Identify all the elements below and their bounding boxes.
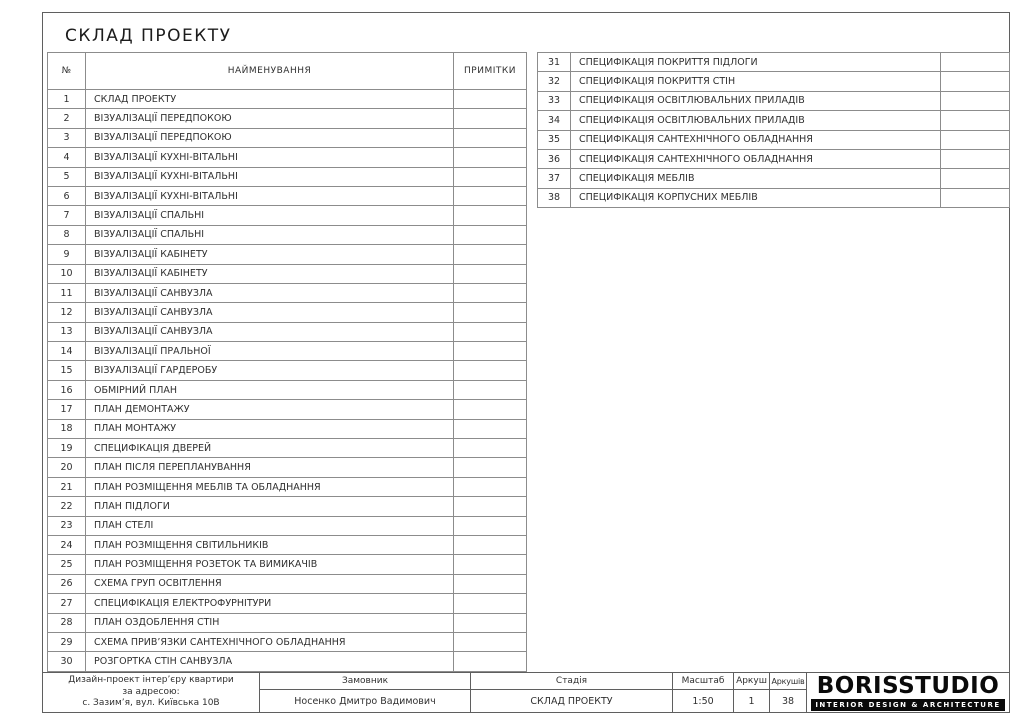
row-number: 15	[48, 361, 86, 380]
row-name: ВІЗУАЛІЗАЦІЇ ГАРДЕРОБУ	[86, 361, 454, 380]
row-name: СПЕЦИФІКАЦІЯ ПОКРИТТЯ СТІН	[571, 72, 941, 91]
table-row	[48, 477, 527, 496]
field-sheet-number-label: Аркуш	[734, 673, 769, 690]
row-notes	[454, 458, 527, 477]
row-notes	[454, 361, 527, 380]
table-row	[538, 149, 1010, 168]
table-row	[48, 497, 527, 516]
table-row	[48, 90, 527, 109]
row-number: 35	[538, 130, 571, 149]
field-client-label: Замовник	[260, 673, 470, 690]
project-description-line: за адресою:	[122, 686, 180, 697]
table-row	[48, 380, 527, 399]
row-notes	[454, 400, 527, 419]
table-row	[48, 594, 527, 613]
row-number: 33	[538, 91, 571, 110]
table-row	[538, 130, 1010, 149]
table-row	[48, 439, 527, 458]
row-number: 26	[48, 574, 86, 593]
table-row	[538, 111, 1010, 130]
field-client	[259, 673, 470, 712]
row-name: ВІЗУАЛІЗАЦІЇ КУХНІ-ВІТАЛЬНІ	[86, 167, 454, 186]
row-notes	[454, 322, 527, 341]
sheet-frame	[42, 12, 1010, 713]
row-number: 5	[48, 167, 86, 186]
row-number: 28	[48, 613, 86, 632]
row-name: ПЛАН ПІДЛОГИ	[86, 497, 454, 516]
row-notes	[454, 90, 527, 109]
row-name: ВІЗУАЛІЗАЦІЇ САНВУЗЛА	[86, 283, 454, 302]
row-notes	[454, 186, 527, 205]
row-notes	[941, 53, 1010, 72]
table-row	[48, 400, 527, 419]
table-row	[48, 206, 527, 225]
row-number: 17	[48, 400, 86, 419]
row-notes	[454, 283, 527, 302]
row-number: 14	[48, 342, 86, 361]
row-notes	[454, 613, 527, 632]
field-stage	[470, 673, 672, 712]
row-name: ВІЗУАЛІЗАЦІЇ КУХНІ-ВІТАЛЬНІ	[86, 186, 454, 205]
row-name: ПЛАН ПІСЛЯ ПЕРЕПЛАНУВАННЯ	[86, 458, 454, 477]
row-notes	[941, 111, 1010, 130]
row-notes	[941, 91, 1010, 110]
table-row	[538, 91, 1010, 110]
column-header-notes: ПРИМІТКИ	[454, 53, 527, 90]
row-number: 19	[48, 439, 86, 458]
row-notes	[454, 574, 527, 593]
row-number: 1	[48, 90, 86, 109]
table-row	[538, 169, 1010, 188]
row-notes	[454, 477, 527, 496]
row-name: ВІЗУАЛІЗАЦІЇ КАБІНЕТУ	[86, 264, 454, 283]
row-notes	[454, 632, 527, 651]
table-row	[48, 632, 527, 651]
row-notes	[454, 555, 527, 574]
row-name: ВІЗУАЛІЗАЦІЇ ПЕРЕДПОКОЮ	[86, 109, 454, 128]
row-name: ПЛАН ДЕМОНТАЖУ	[86, 400, 454, 419]
row-notes	[454, 128, 527, 147]
row-name: ВІЗУАЛІЗАЦІЇ СПАЛЬНІ	[86, 206, 454, 225]
row-name: ВІЗУАЛІЗАЦІЇ СПАЛЬНІ	[86, 225, 454, 244]
field-sheet-number	[733, 673, 769, 712]
row-number: 2	[48, 109, 86, 128]
row-number: 24	[48, 535, 86, 554]
row-number: 22	[48, 497, 86, 516]
row-notes	[454, 167, 527, 186]
row-name: ВІЗУАЛІЗАЦІЇ ПРАЛЬНОЇ	[86, 342, 454, 361]
table-row	[48, 419, 527, 438]
row-notes	[454, 225, 527, 244]
row-name: СПЕЦИФІКАЦІЯ ОСВІТЛЮВАЛЬНИХ ПРИЛАДІВ	[571, 111, 941, 130]
row-number: 32	[538, 72, 571, 91]
table-row	[48, 535, 527, 554]
row-number: 30	[48, 652, 86, 671]
row-name: СПЕЦИФІКАЦІЯ ПОКРИТТЯ ПІДЛОГИ	[571, 53, 941, 72]
row-notes	[941, 188, 1010, 207]
row-name: ВІЗУАЛІЗАЦІЇ ПЕРЕДПОКОЮ	[86, 128, 454, 147]
row-number: 11	[48, 283, 86, 302]
row-notes	[454, 342, 527, 361]
table-row	[48, 148, 527, 167]
row-name: ПЛАН РОЗМІЩЕННЯ МЕБЛІВ ТА ОБЛАДНАННЯ	[86, 477, 454, 496]
row-name: СХЕМА ПРИВ’ЯЗКИ САНТЕХНІЧНОГО ОБЛАДНАННЯ	[86, 632, 454, 651]
row-name: ПЛАН ОЗДОБЛЕННЯ СТІН	[86, 613, 454, 632]
field-client-value: Носенко Дмитро Вадимович	[294, 695, 436, 707]
row-notes	[454, 303, 527, 322]
row-number: 27	[48, 594, 86, 613]
row-number: 13	[48, 322, 86, 341]
row-notes	[941, 72, 1010, 91]
table-row	[48, 458, 527, 477]
project-description-line: Дизайн-проект інтер’єру квартири	[68, 674, 234, 685]
row-notes	[454, 497, 527, 516]
project-description-line: с. Зазим’я, вул. Київська 10В	[82, 698, 220, 709]
column-header-number: №	[48, 53, 86, 90]
row-number: 29	[48, 632, 86, 651]
row-number: 31	[538, 53, 571, 72]
table-row	[48, 109, 527, 128]
table-header-row	[48, 53, 527, 90]
row-name: СПЕЦИФІКАЦІЯ ДВЕРЕЙ	[86, 439, 454, 458]
table-row	[538, 188, 1010, 207]
table-row	[48, 652, 527, 671]
row-name: СПЕЦИФІКАЦІЯ САНТЕХНІЧНОГО ОБЛАДНАННЯ	[571, 149, 941, 168]
logo-tagline: INTERIOR DESIGN & ARCHITECTURE	[811, 699, 1005, 711]
table-row	[48, 283, 527, 302]
field-sheet-count-label: Аркушів	[770, 673, 806, 690]
table-row	[48, 613, 527, 632]
row-name: СПЕЦИФІКАЦІЯ МЕБЛІВ	[571, 169, 941, 188]
row-number: 7	[48, 206, 86, 225]
row-number: 10	[48, 264, 86, 283]
row-number: 36	[538, 149, 571, 168]
field-stage-label: Стадія	[471, 673, 672, 690]
row-notes	[454, 206, 527, 225]
table-row	[48, 245, 527, 264]
row-number: 16	[48, 380, 86, 399]
table-row	[48, 225, 527, 244]
contents-table-right	[537, 52, 1010, 208]
row-name: ВІЗУАЛІЗАЦІЇ КУХНІ-ВІТАЛЬНІ	[86, 148, 454, 167]
row-name: СПЕЦИФІКАЦІЯ КОРПУСНИХ МЕБЛІВ	[571, 188, 941, 207]
table-row	[48, 264, 527, 283]
table-row	[48, 303, 527, 322]
row-number: 12	[48, 303, 86, 322]
row-number: 4	[48, 148, 86, 167]
row-number: 25	[48, 555, 86, 574]
row-notes	[454, 148, 527, 167]
row-name: РОЗГОРТКА СТІН САНВУЗЛА	[86, 652, 454, 671]
table-row	[48, 128, 527, 147]
row-notes	[941, 169, 1010, 188]
field-sheet-count-value: 38	[781, 695, 795, 707]
row-name: СПЕЦИФІКАЦІЯ ЕЛЕКТРОФУРНІТУРИ	[86, 594, 454, 613]
page-title: СКЛАД ПРОЕКТУ	[65, 26, 232, 46]
row-number: 3	[48, 128, 86, 147]
row-notes	[454, 516, 527, 535]
table-row	[538, 72, 1010, 91]
row-notes	[454, 109, 527, 128]
row-number: 34	[538, 111, 571, 130]
row-notes	[454, 380, 527, 399]
row-name: СПЕЦИФІКАЦІЯ ОСВІТЛЮВАЛЬНИХ ПРИЛАДІВ	[571, 91, 941, 110]
table-row	[48, 361, 527, 380]
table-row	[48, 186, 527, 205]
field-scale	[672, 673, 733, 712]
column-header-name: НАЙМЕНУВАННЯ	[86, 53, 454, 90]
row-number: 18	[48, 419, 86, 438]
row-notes	[454, 419, 527, 438]
row-name: ОБМІРНИЙ ПЛАН	[86, 380, 454, 399]
row-notes	[941, 149, 1010, 168]
field-scale-label: Масштаб	[673, 673, 733, 690]
title-block	[42, 672, 1010, 713]
row-notes	[454, 535, 527, 554]
table-row	[538, 53, 1010, 72]
project-description	[43, 673, 259, 712]
table-row	[48, 555, 527, 574]
table-row	[48, 167, 527, 186]
table-row	[48, 516, 527, 535]
row-number: 20	[48, 458, 86, 477]
row-number: 23	[48, 516, 86, 535]
row-name: СПЕЦИФІКАЦІЯ САНТЕХНІЧНОГО ОБЛАДНАННЯ	[571, 130, 941, 149]
row-name: ПЛАН МОНТАЖУ	[86, 419, 454, 438]
row-notes	[454, 652, 527, 671]
row-name: ПЛАН РОЗМІЩЕННЯ СВІТИЛЬНИКІВ	[86, 535, 454, 554]
field-sheet-number-value: 1	[748, 695, 755, 707]
row-name: СКЛАД ПРОЕКТУ	[86, 90, 454, 109]
row-notes	[454, 245, 527, 264]
field-stage-value: СКЛАД ПРОЕКТУ	[530, 695, 613, 707]
row-name: ВІЗУАЛІЗАЦІЇ САНВУЗЛА	[86, 322, 454, 341]
row-notes	[941, 130, 1010, 149]
table-row	[48, 342, 527, 361]
contents-table-left	[47, 52, 527, 672]
row-name: ВІЗУАЛІЗАЦІЇ КАБІНЕТУ	[86, 245, 454, 264]
row-number: 8	[48, 225, 86, 244]
row-name: ПЛАН СТЕЛІ	[86, 516, 454, 535]
field-sheet-count	[769, 673, 806, 712]
table-row	[48, 322, 527, 341]
logo-wordmark: BORISSTUDIO	[816, 672, 1000, 699]
row-number: 6	[48, 186, 86, 205]
row-notes	[454, 594, 527, 613]
row-notes	[454, 264, 527, 283]
row-name: СХЕМА ГРУП ОСВІТЛЕННЯ	[86, 574, 454, 593]
row-notes	[454, 439, 527, 458]
field-scale-value: 1:50	[692, 695, 714, 707]
row-number: 37	[538, 169, 571, 188]
table-row	[48, 574, 527, 593]
row-number: 38	[538, 188, 571, 207]
row-name: ПЛАН РОЗМІЩЕННЯ РОЗЕТОК ТА ВИМИКАЧІВ	[86, 555, 454, 574]
studio-logo	[806, 673, 1009, 712]
row-number: 9	[48, 245, 86, 264]
row-number: 21	[48, 477, 86, 496]
row-name: ВІЗУАЛІЗАЦІЇ САНВУЗЛА	[86, 303, 454, 322]
